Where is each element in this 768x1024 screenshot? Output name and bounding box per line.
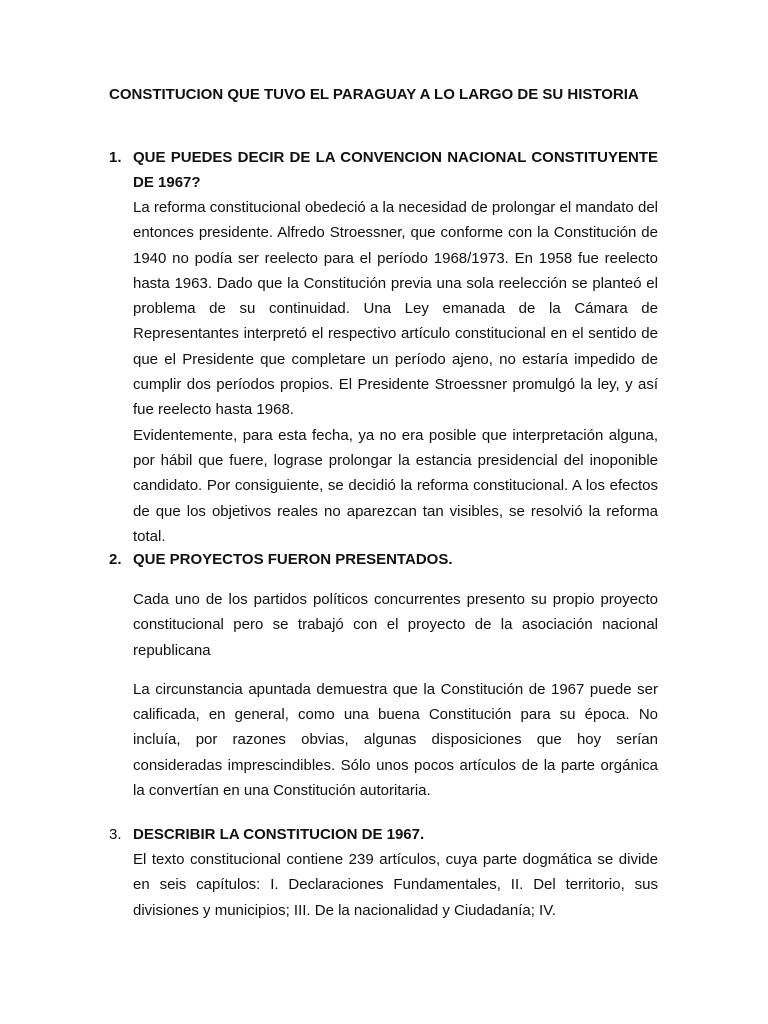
section-1 bbox=[109, 145, 658, 549]
section-2-paragraph-1: Cada uno de los partidos políticos concurrentes presento su propio proyecto constitucional pero se trabajó con el proyecto de la asociación nacional republicana bbox=[133, 591, 658, 659]
section-2-paragraph-2: La circunstancia apuntada demuestra que la Constitución de 1967 puede ser calificada, en general, como una buena Constitución para su época. No incluía, por razones obvias, algunas disposiciones que hoy serían consideradas imprescindibles. Sólo unos pocos artículos de la parte orgánica la convertían en una Constitución autoritaria. bbox=[133, 680, 658, 800]
section-1-number: 1. bbox=[109, 149, 122, 166]
section-2-heading-text: QUE PROYECTOS FUERON PRESENTADOS. bbox=[133, 551, 453, 568]
section-1-heading-text: QUE PUEDES DECIR DE LA CONVENCION NACIONAL CONSTITUYENTE DE 1967? bbox=[133, 149, 658, 191]
section-2-number: 2. bbox=[109, 551, 122, 568]
section-3-number: 3. bbox=[109, 826, 122, 843]
section-3-paragraph-1: El texto constitucional contiene 239 artículos, cuya parte dogmática se divide en seis capítulos: I. Declaraciones Fundamentales, II. Del territorio, sus divisiones y municipios; III. De la nacionalidad y Ciudadanía; IV. bbox=[133, 851, 658, 919]
section-1-heading bbox=[109, 145, 658, 195]
section-1-paragraph-2: Evidentemente, para esta fecha, ya no era posible que interpretación alguna, por hábil que fuere, lograse prolongar la estancia presidencial del inoponible candidato. Por consiguiente, se decidió la reforma constitucional. A los efectos de que los objetivos reales no aparezcan tan visibles, se resolvió la reforma total. bbox=[133, 426, 658, 545]
section-3 bbox=[109, 822, 658, 923]
document-title: CONSTITUCION QUE TUVO EL PARAGUAY A LO LARGO DE SU HISTORIA bbox=[109, 86, 639, 103]
section-2-heading bbox=[109, 547, 658, 572]
section-3-heading-text: DESCRIBIR LA CONSTITUCION DE 1967. bbox=[133, 826, 425, 843]
section-1-paragraph-1: La reforma constitucional obedeció a la necesidad de prolongar el mandato del entonces presidente. Alfredo Stroessner, que conforme con la Constitución de 1940 no podía ser reelecto para el período 1968/1973. En 1958 fue reelecto hasta 1963. Dado que la Constitución previa una sola reelección se planteó el problema de su continuidad. Una Ley emanada de la Cámara de Representantes interpretó el respectivo artículo constitucional en el sentido de que el Presidente que completare un período ajeno, no estaría impedido de cumplir dos períodos propios. El Presidente Stroessner promulgó la ley, y así fue reelecto hasta 1968. bbox=[133, 199, 658, 419]
section-2 bbox=[109, 547, 658, 803]
section-3-heading bbox=[109, 822, 658, 847]
